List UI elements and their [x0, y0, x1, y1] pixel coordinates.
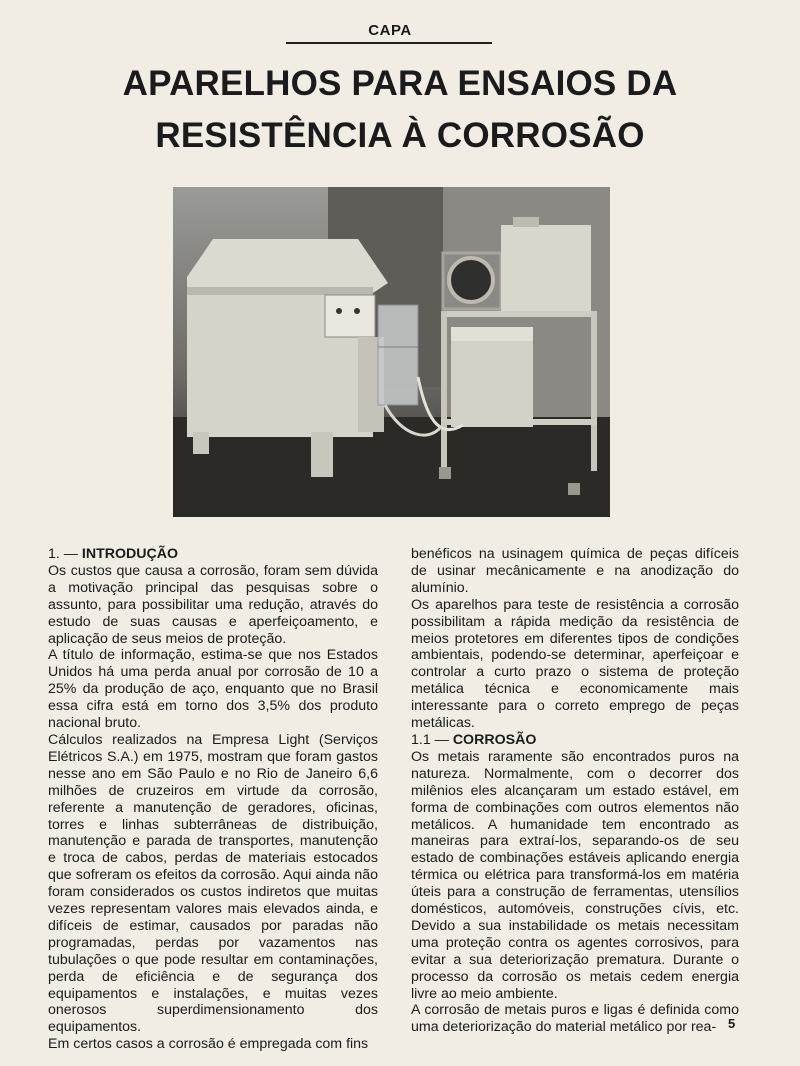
section-1-1-title: CORROSÃO — [452, 731, 537, 748]
title-line-2: RESISTÊNCIA À CORROSÃO — [155, 116, 645, 155]
section-1-title: INTRODUÇÃO — [81, 546, 179, 562]
section-1-heading — [48, 546, 378, 563]
section-label: CAPA — [368, 22, 412, 39]
section-1-1-heading — [411, 732, 739, 749]
paragraph-continuation: benéficos na usinagem química de peças difíceis de usinar mecânicamente e na anodização do alumínio. — [411, 546, 739, 596]
title-line-1: APARELHOS PARA ENSAIOS DA — [122, 64, 678, 103]
paragraph: Os aparelhos para teste de resistência a corrosão possibilitam a rápida medição da resistência de meios protetores em diferentes tipos de condições ambientais, podendo-se determinar, aperfeiçoar e controlar a curto prazo o sistema de proteção metálica técnica e economicamente mais interessante para o correto emprego de peças metálicas. — [411, 596, 739, 732]
header-rule — [286, 42, 492, 44]
paragraph: A corrosão de metais puros e ligas é definida como uma deteriorização do material metálico por rea- — [411, 1002, 739, 1036]
left-column — [48, 546, 378, 1053]
paragraph: Em certos casos a corrosão é empregada com fins — [48, 1036, 369, 1053]
section-1-1-number: 1.1 — — [411, 731, 449, 748]
right-column — [411, 546, 739, 1036]
paragraph: Cálculos realizados na Empresa Light (Serviços Elétricos S.A.) em 1975, mostram que foram gastos nesse ano em São Paulo e no Rio de Janeiro 6,6 milhões de cruzeiros em virtude da corrosão, referente a manutenção de geradores, oficinas, torres e linhas subterrâneas de distribuição, manutenção e parada de transportes, manutenção e troca de cabos, perdas de materiais estocados que sofreram os efeitos da corrosão. Aqui ainda não foram considerados os custos indiretos que muitas vezes representam valores mais elevados ainda, e difíceis de estimar, causados por paradas não programadas, perdas por vazamentos nas tubulações o que pode resultar em contaminações, perda de eficiência e de segurança dos equipamentos e instalações, e muitas vezes onerosos superdimensionamento dos equipamentos. — [48, 731, 378, 1036]
page-number: 5 — [728, 1016, 736, 1031]
paragraph: Os metais raramente são encontrados puros na natureza. Normalmente, com o decorrer dos milênios eles alcançaram um estado estável, em forma de combinações com outros elementos não metálicos. A humanidade tem encontrado as maneiras para extraí-los, separando-os de seu estado de combinações estáveis aplicando energia térmica ou elétrica para transformá-los em matéria úteis para a construção de ferramentas, utensílios domésticos, automóveis, construções cívis, etc. Devido a sua instabilidade os metais necessitam uma proteção contra os agentes corrosivos, para evitar a sua deteriorização prematura. Durante o processo da corrosão os metais cedem energia livre ao meio ambiente. — [411, 748, 739, 1002]
page-title — [0, 58, 800, 162]
corrosion-test-apparatus-photo — [173, 187, 610, 517]
paragraph: A título de informação, estima-se que nos Estados Unidos há uma perda anual por corrosão de 10 a 25% da produção de aço, enquanto que no Brasil essa cifra está em torno dos 3,5% dos produto nacional bruto. — [48, 647, 378, 732]
section-1-number: 1. — — [48, 546, 78, 562]
paragraph: Os custos que causa a corrosão, foram sem dúvida a motivação principal das pesquisas sobre o assunto, para possibilitar uma redução, através do estudo de suas causas e aperfeiçoamento, e aplicação de seus meios de proteção. — [48, 562, 378, 647]
